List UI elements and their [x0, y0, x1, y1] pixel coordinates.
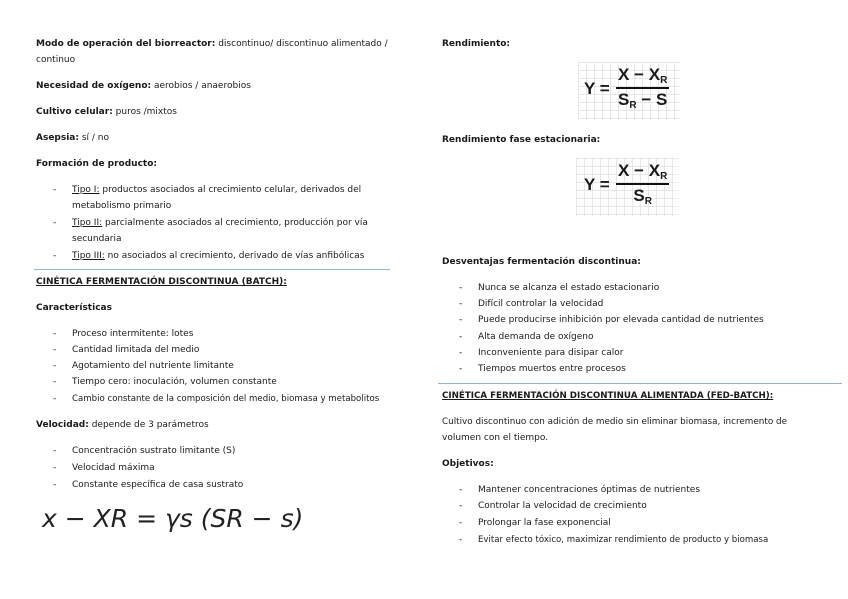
- denominator-s: S: [618, 90, 630, 109]
- tipo1-continuation: metabolismo primario: [72, 201, 172, 211]
- list-dash: -: [53, 251, 57, 261]
- formula-lhs: Y =: [584, 175, 610, 194]
- tipo1-label: Tipo I:: [72, 185, 100, 195]
- tipo2-text: parcialmente asociados al crecimiento, producción por vía: [102, 218, 368, 228]
- formula-denominator: [616, 90, 669, 111]
- formula-numerator: [616, 161, 669, 182]
- list-dash: -: [53, 361, 57, 371]
- caracteristica-item: Tiempo cero: inoculación, volumen constante: [72, 377, 277, 387]
- parametro-item: Concentración sustrato limitante (S): [72, 446, 236, 456]
- list-dash: -: [53, 394, 57, 404]
- asepsia-value: sí / no: [78, 133, 109, 143]
- velocidad-label: Velocidad:: [36, 420, 89, 430]
- denominator-subscript: R: [644, 196, 652, 207]
- velocidad-value: depende de 3 parámetros: [88, 420, 209, 430]
- desventajas-label: Desventajas fermentación discontinua:: [442, 257, 641, 267]
- desventaja-item: Nunca se alcanza el estado estacionario: [478, 283, 660, 293]
- parametro-item: Velocidad máxima: [72, 463, 155, 473]
- velocidad-line: [36, 417, 209, 433]
- list-dash: -: [459, 315, 463, 325]
- objetivo-item: Controlar la velocidad de crecimiento: [478, 501, 647, 511]
- list-dash: -: [53, 185, 57, 195]
- numerator-subscript: R: [660, 171, 668, 182]
- list-dash: -: [53, 446, 57, 456]
- desventaja-item: Difícil controlar la velocidad: [478, 299, 604, 309]
- section-divider: [34, 269, 390, 270]
- modo-operacion-label: Modo de operación del biorreactor:: [36, 39, 216, 49]
- fraction-bar: [616, 87, 669, 89]
- caracteristica-item: Agotamiento del nutriente limitante: [72, 361, 234, 371]
- list-dash: -: [459, 332, 463, 342]
- numerator-text: X − X: [618, 65, 661, 84]
- list-dash: -: [459, 283, 463, 293]
- tipo1-item: [72, 182, 361, 198]
- formula-numerator: [616, 65, 669, 86]
- list-dash: -: [459, 501, 463, 511]
- tipo1-text: productos asociados al crecimiento celular, derivados del: [99, 185, 362, 195]
- list-dash: -: [459, 348, 463, 358]
- list-dash: -: [53, 218, 57, 228]
- objetivo-item: Mantener concentraciones óptimas de nutrientes: [478, 485, 701, 495]
- caracteristica-item: Cantidad limitada del medio: [72, 345, 200, 355]
- list-dash: -: [53, 345, 57, 355]
- list-dash: -: [53, 329, 57, 339]
- list-dash: -: [459, 364, 463, 374]
- tipo3-text: no asociados al crecimiento, derivado de vías anfibólicas: [104, 251, 365, 261]
- formula-fraction: [616, 161, 669, 207]
- desventaja-item: Inconveniente para disipar calor: [478, 348, 624, 358]
- denominator-subscript: R: [629, 100, 637, 111]
- oxigeno-label: Necesidad de oxígeno:: [36, 81, 152, 91]
- list-dash: -: [459, 518, 463, 528]
- tipo2-item: [72, 215, 368, 231]
- objetivo-item: Prolongar la fase exponencial: [478, 518, 611, 528]
- section-divider: [438, 383, 842, 384]
- caracteristica-item: Cambio constante de la composición del medio, biomasa y metabolitos: [72, 394, 380, 404]
- formula-denominator: [616, 186, 669, 207]
- cultivo-line: [36, 104, 177, 120]
- tipo3-label: Tipo III:: [72, 251, 105, 261]
- numerator-text: X − X: [618, 161, 661, 180]
- oxigeno-line: [36, 78, 251, 94]
- caracteristicas-label: Características: [36, 303, 112, 313]
- list-dash: -: [53, 463, 57, 473]
- list-dash: -: [459, 299, 463, 309]
- formula-lhs: Y =: [584, 79, 610, 98]
- asepsia-label: Asepsia:: [36, 133, 79, 143]
- objetivos-label: Objetivos:: [442, 459, 494, 469]
- formula-fraction: [616, 65, 669, 111]
- caracteristica-item: Proceso intermitente: lotes: [72, 329, 194, 339]
- modo-operacion-continuation: continuo: [36, 55, 76, 65]
- fedbatch-heading: CINÉTICA FERMENTACIÓN DISCONTINUA ALIMENTADA (FED-BATCH):: [442, 391, 774, 401]
- desventaja-item: Tiempos muertos entre procesos: [478, 364, 626, 374]
- fedbatch-description-line2: volumen con el tiempo.: [442, 433, 549, 443]
- desventaja-item: Puede producirse inhibición por elevada cantidad de nutrientes: [478, 315, 764, 325]
- numerator-subscript: R: [660, 75, 668, 86]
- rendimiento-estacionaria-formula: [576, 158, 678, 216]
- tipo3-item: [72, 248, 364, 264]
- modo-operacion-line: [36, 36, 388, 52]
- rate-equation: x − XR = γs (SR − s): [42, 504, 304, 533]
- desventaja-item: Alta demanda de oxígeno: [478, 332, 594, 342]
- list-dash: -: [459, 535, 463, 545]
- fedbatch-description-line1: Cultivo discontinuo con adición de medio sin eliminar biomasa, incremento de: [442, 417, 787, 427]
- rendimiento-label: Rendimiento:: [442, 39, 511, 49]
- oxigeno-value: aerobios / anaerobios: [151, 81, 251, 91]
- cultivo-value: puros /mixtos: [112, 107, 177, 117]
- rendimiento-formula: [578, 62, 680, 120]
- list-dash: -: [459, 485, 463, 495]
- formacion-producto-label: Formación de producto:: [36, 159, 158, 169]
- tipo2-label: Tipo II:: [72, 218, 103, 228]
- denominator-tail: − S: [636, 90, 668, 109]
- modo-operacion-value: discontinuo/ discontinuo alimentado /: [215, 39, 388, 49]
- rendimiento-estacionaria-label: Rendimiento fase estacionaria:: [442, 135, 601, 145]
- denominator-s: S: [633, 186, 645, 205]
- parametro-item: Constante específica de casa sustrato: [72, 480, 244, 490]
- objetivo-item: Evitar efecto tóxico, maximizar rendimiento de producto y biomasa: [478, 535, 769, 545]
- fraction-bar: [616, 183, 669, 185]
- batch-heading: CINÉTICA FERMENTACIÓN DISCONTINUA (BATCH):: [36, 277, 287, 287]
- asepsia-line: [36, 130, 109, 146]
- list-dash: -: [53, 377, 57, 387]
- tipo2-continuation: secundaria: [72, 234, 122, 244]
- cultivo-label: Cultivo celular:: [36, 107, 113, 117]
- list-dash: -: [53, 480, 57, 490]
